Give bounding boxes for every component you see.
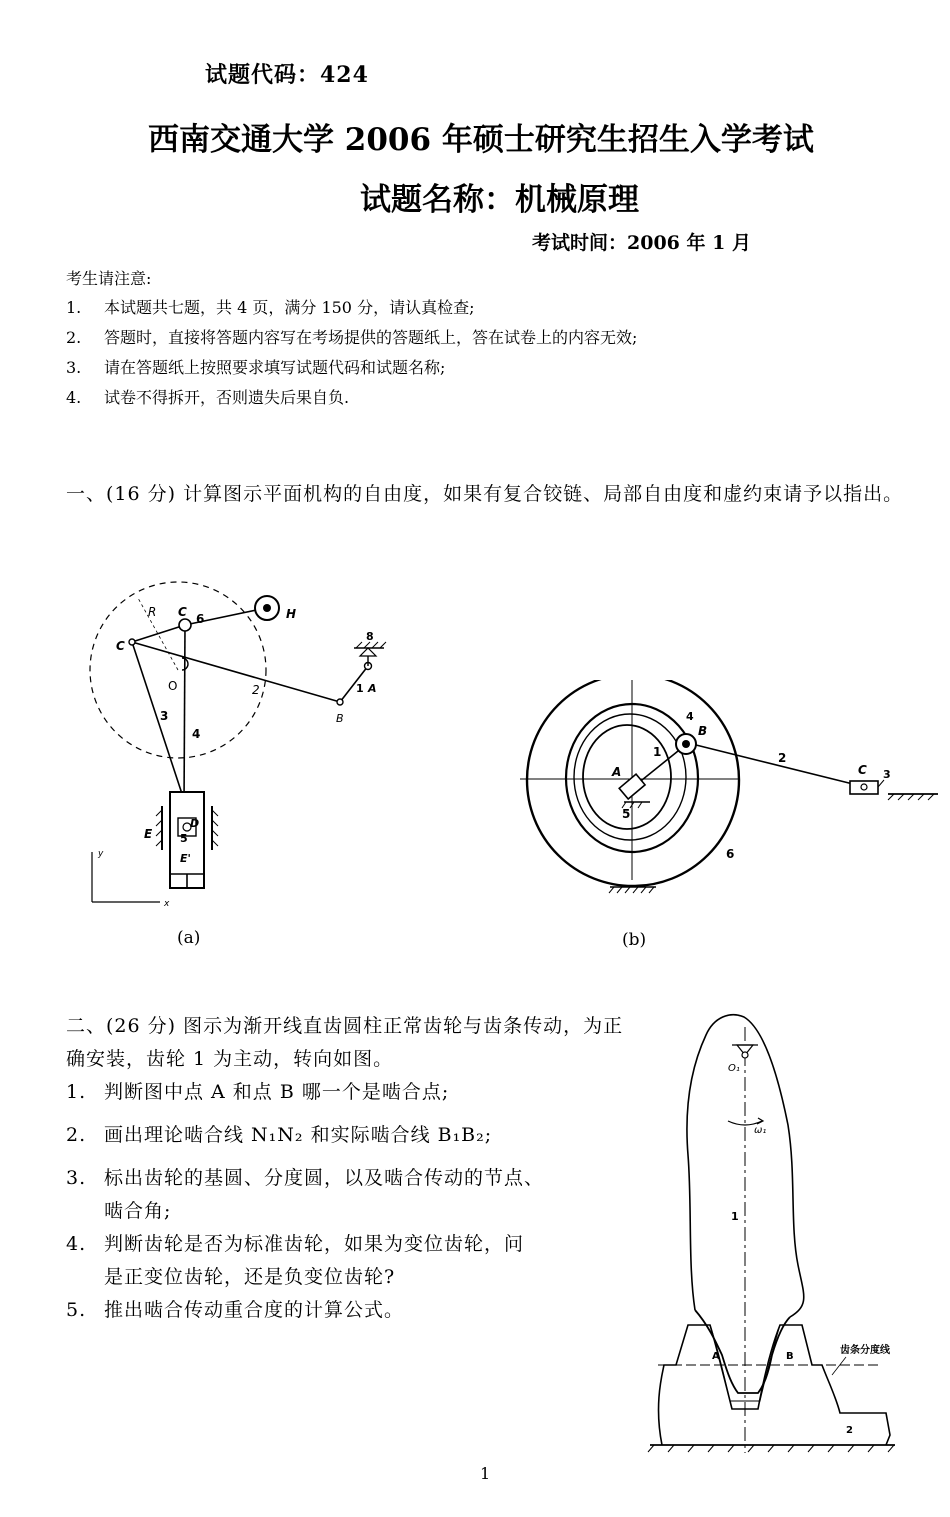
figure-gear-rack (640, 1005, 910, 1465)
label-b-5: 5 (622, 807, 631, 821)
question-1-text: 一、(16 分) 计算图示平面机构的自由度，如果有复合铰链、局部自由度和虚约束请予以指出。 (66, 483, 904, 505)
label-D: D (190, 817, 200, 830)
label-b-1: 1 (653, 745, 662, 759)
label-b-3: 3 (883, 768, 891, 781)
exam-date: 考试时间：2006 年 1 月 (532, 232, 751, 254)
subject-title: 试题名称：机械原理 (360, 182, 639, 218)
label-A: A (368, 682, 377, 695)
label-b-4: 4 (686, 710, 694, 723)
label-5: 5 (180, 832, 188, 845)
label-E: E (144, 827, 153, 841)
question-2-item-cont: 是正变位齿轮，还是负变位齿轮? (104, 1266, 396, 1288)
label-b-B: B (698, 724, 708, 738)
label-C: C (116, 639, 125, 653)
label-point-A: A (712, 1351, 720, 1362)
label-point-B: B (786, 1351, 794, 1362)
label-6: 6 (196, 612, 205, 626)
figure-a-mechanism (70, 580, 430, 920)
label-gear-1: 1 (731, 1210, 739, 1223)
figure-a-caption: (a) (177, 928, 201, 948)
page-number: 1 (480, 1464, 491, 1483)
exam-title: 西南交通大学 2006 年硕士研究生招生入学考试 (148, 122, 814, 158)
question-2-item: 1. 判断图中点 A 和点 B 哪一个是啮合点; (66, 1081, 450, 1103)
label-O1: O₁ (728, 1063, 740, 1074)
label-B: B (336, 712, 344, 725)
label-rack-2: 2 (846, 1425, 853, 1436)
notice-list (66, 293, 637, 413)
label-1: 1 (356, 682, 364, 695)
label-H: H (286, 607, 297, 621)
question-2-item: 5. 推出啮合传动重合度的计算公式。 (66, 1299, 405, 1321)
notice-item: 3. 请在答题纸上按照要求填写试题代码和试题名称; (66, 358, 446, 377)
question-2-item: 2. 画出理论啮合线 N₁N₂ 和实际啮合线 B₁B₂; (66, 1124, 493, 1146)
label-4: 4 (192, 727, 201, 741)
label-b-6: 6 (726, 847, 735, 861)
label-omega1: ω₁ (754, 1125, 767, 1136)
label-b-A: A (612, 765, 622, 779)
notice-item: 4. 试卷不得拆开，否则遗失后果自负. (66, 388, 350, 407)
figure-b-caption: (b) (622, 930, 647, 950)
label-O: O (168, 679, 178, 693)
question-2-intro: 二、(26 分) 图示为渐开线直齿圆柱正常齿轮与齿条传动，为正确安装，齿轮 1 为主动，转向如图。 (66, 1015, 624, 1070)
label-8: 8 (366, 630, 374, 643)
label-y: y (98, 849, 104, 859)
label-2: 2 (252, 683, 260, 697)
notice-title: 考生请注意: (66, 269, 152, 288)
question-2-item: 3. 标出齿轮的基圆、分度圆，以及啮合传动的节点、 (66, 1167, 545, 1189)
label-3: 3 (160, 709, 169, 723)
label-pitch-line: 齿条分度线 (840, 1345, 890, 1356)
label-b-C: C (858, 763, 867, 777)
figure-b-mechanism (510, 680, 940, 900)
notice-item: 2. 答题时，直接将答题内容写在考场提供的答题纸上，答在试卷上的内容无效; (66, 328, 638, 347)
label-E-prime: E' (180, 852, 191, 865)
question-2 (66, 1010, 626, 1327)
notice-item: 1. 本试题共七题，共 4 页，满分 150 分，请认真检查; (66, 298, 475, 317)
label-C-top: C (178, 605, 187, 619)
exam-code: 试题代码：424 (205, 62, 369, 88)
question-2-item-cont: 啮合角; (104, 1200, 172, 1222)
label-b-2: 2 (778, 751, 787, 765)
label-x: x (164, 899, 170, 909)
label-R: R (148, 605, 157, 619)
question-2-item: 4. 判断齿轮是否为标准齿轮，如果为变位齿轮，问 (66, 1233, 525, 1255)
